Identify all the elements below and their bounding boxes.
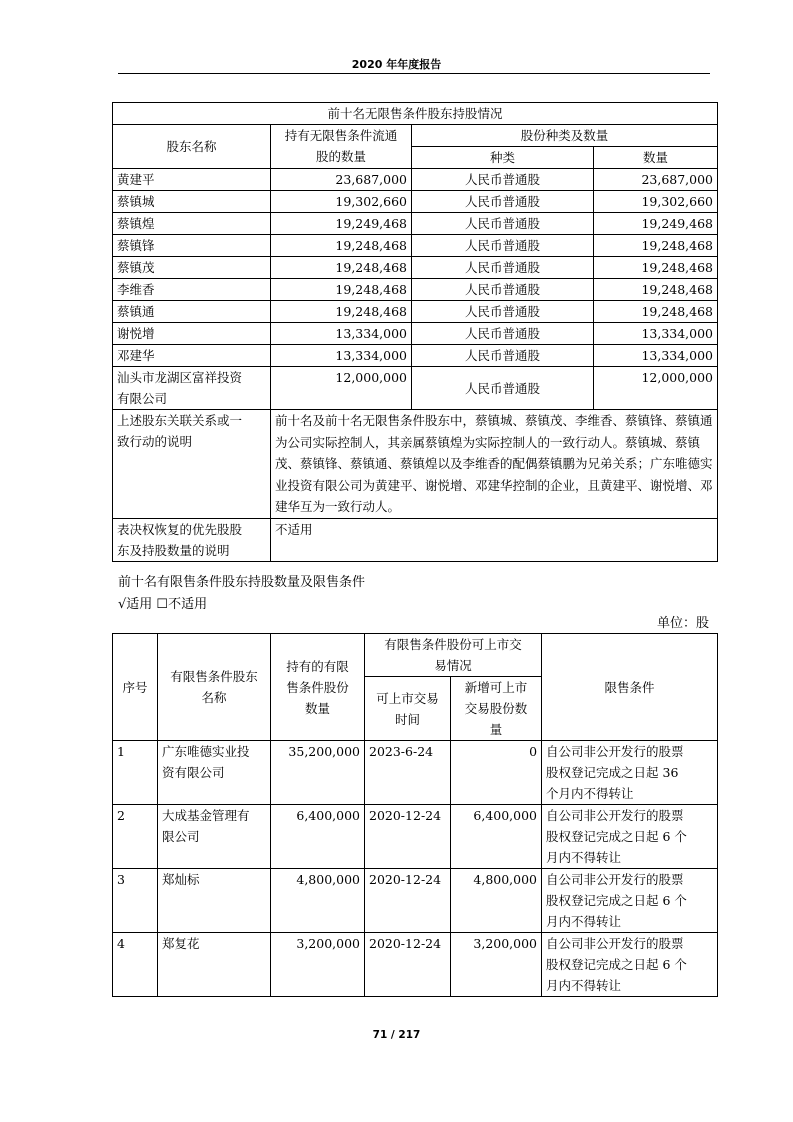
- table-row: [113, 191, 718, 213]
- holder-name: 蔡镇城: [113, 191, 271, 213]
- holder-qty: 23,687,000: [271, 169, 412, 191]
- unit-label: 单位：股: [656, 616, 709, 631]
- holder-name: 郑复花: [158, 933, 271, 997]
- holder-qty: 19,248,468: [271, 301, 412, 323]
- table-row: [113, 741, 718, 805]
- holder-name: 蔡镇锋: [113, 235, 271, 257]
- share-amount: 13,334,000: [594, 345, 718, 367]
- holder-name: 汕头市龙湖区富祥投资 有限公司: [113, 367, 271, 410]
- applicable-checkbox-text: √适用 ☐不适用: [118, 597, 208, 612]
- restricted-holders-table: [112, 633, 718, 997]
- share-type: 人民币普通股: [412, 213, 594, 235]
- holder-qty: 12,000,000: [271, 367, 412, 410]
- share-type: 人民币普通股: [412, 367, 594, 410]
- table-row: [113, 933, 718, 997]
- share-amount: 12,000,000: [594, 367, 718, 410]
- new-listable-qty: 6,400,000: [451, 805, 542, 869]
- share-amount: 19,248,468: [594, 301, 718, 323]
- restricted-qty: 35,200,000: [271, 741, 365, 805]
- row-no: 3: [113, 869, 158, 933]
- header-unrestricted-qty: 持有无限售条件流通 股的数量: [271, 125, 412, 169]
- header-restriction-condition: 限售条件: [542, 634, 718, 741]
- table-row: [113, 257, 718, 279]
- table-header-row: [113, 125, 718, 147]
- header-restricted-qty: 持有的有限 售条件股份 数量: [271, 634, 365, 741]
- restriction-condition: 自公司非公开发行的股票 股权登记完成之日起 6 个 月内不得转让: [542, 805, 718, 869]
- share-type: 人民币普通股: [412, 323, 594, 345]
- restricted-qty: 3,200,000: [271, 933, 365, 997]
- table-title-row: [113, 103, 718, 125]
- holder-name: 郑灿标: [158, 869, 271, 933]
- restricted-qty: 4,800,000: [271, 869, 365, 933]
- share-amount: 19,248,468: [594, 257, 718, 279]
- listing-date: 2020-12-24: [365, 933, 451, 997]
- holder-name: 大成基金管理有 限公司: [158, 805, 271, 869]
- holder-qty: 19,248,468: [271, 235, 412, 257]
- relation-row: [113, 410, 718, 519]
- share-type: 人民币普通股: [412, 301, 594, 323]
- page-number: 71 / 217: [372, 1029, 421, 1041]
- table-row: [113, 367, 718, 410]
- holder-qty: 13,334,000: [271, 345, 412, 367]
- holder-name: 蔡镇茂: [113, 257, 271, 279]
- header-new-listable: 新增可上市 交易股份数 量: [451, 677, 542, 741]
- preferred-text: 不适用: [271, 518, 718, 561]
- header-share-amount: 数量: [594, 147, 718, 169]
- header-listing-date: 可上市交易 时间: [365, 677, 451, 741]
- new-listable-qty: 3,200,000: [451, 933, 542, 997]
- restriction-condition: 自公司非公开发行的股票 股权登记完成之日起 36 个月内不得转让: [542, 741, 718, 805]
- share-type: 人民币普通股: [412, 345, 594, 367]
- table-row: [113, 301, 718, 323]
- listing-date: 2023-6-24: [365, 741, 451, 805]
- table-row: [113, 869, 718, 933]
- table-row: [113, 235, 718, 257]
- new-listable-qty: 0: [451, 741, 542, 805]
- holder-qty: 19,302,660: [271, 191, 412, 213]
- holder-qty: 13,334,000: [271, 323, 412, 345]
- header-share-type: 种类: [412, 147, 594, 169]
- row-no: 1: [113, 741, 158, 805]
- table1-title: 前十名无限售条件股东持股情况: [113, 103, 718, 125]
- share-amount: 19,302,660: [594, 191, 718, 213]
- restricted-section-heading: 前十名有限售条件股东持股数量及限售条件: [118, 575, 366, 590]
- row-no: 4: [113, 933, 158, 997]
- table-row: [113, 169, 718, 191]
- share-amount: 19,249,468: [594, 213, 718, 235]
- share-amount: 13,334,000: [594, 323, 718, 345]
- preferred-label: 表决权恢复的优先股股 东及持股数量的说明: [113, 518, 271, 561]
- table-row: [113, 805, 718, 869]
- holder-name: 李维香: [113, 279, 271, 301]
- share-type: 人民币普通股: [412, 235, 594, 257]
- holder-name: 蔡镇煌: [113, 213, 271, 235]
- share-type: 人民币普通股: [412, 169, 594, 191]
- holder-qty: 19,248,468: [271, 279, 412, 301]
- report-header-title: 2020 年年度报告: [351, 58, 442, 71]
- table-row: [113, 279, 718, 301]
- restriction-condition: 自公司非公开发行的股票 股权登记完成之日起 6 个 月内不得转让: [542, 869, 718, 933]
- listing-date: 2020-12-24: [365, 869, 451, 933]
- table-row: [113, 345, 718, 367]
- preferred-shares-row: [113, 518, 718, 561]
- header-holder-name: 有限售条件股东 名称: [158, 634, 271, 741]
- row-no: 2: [113, 805, 158, 869]
- restriction-condition: 自公司非公开发行的股票 股权登记完成之日起 6 个 月内不得转让: [542, 933, 718, 997]
- header-share-type-group: 股份种类及数量: [412, 125, 718, 147]
- new-listable-qty: 4,800,000: [451, 869, 542, 933]
- share-type: 人民币普通股: [412, 257, 594, 279]
- header-divider: [118, 73, 710, 74]
- table-row: [113, 323, 718, 345]
- holder-qty: 19,249,468: [271, 213, 412, 235]
- share-amount: 19,248,468: [594, 279, 718, 301]
- table-row: [113, 213, 718, 235]
- listing-date: 2020-12-24: [365, 805, 451, 869]
- holder-name: 蔡镇通: [113, 301, 271, 323]
- restricted-qty: 6,400,000: [271, 805, 365, 869]
- share-amount: 23,687,000: [594, 169, 718, 191]
- header-no: 序号: [113, 634, 158, 741]
- share-type: 人民币普通股: [412, 279, 594, 301]
- table-header-row: [113, 634, 718, 677]
- share-type: 人民币普通股: [412, 191, 594, 213]
- relation-text: 前十名及前十名无限售条件股东中，蔡镇城、蔡镇茂、李维香、蔡镇锋、蔡镇通为公司实际控制人，其亲属蔡镇煌为实际控制人的一致行动人。蔡镇城、蔡镇茂、蔡镇锋、蔡镇通、蔡镇煌以及李维香的配偶蔡镇鹏为兄弟关系；广东唯德实业投资有限公司为黄建平、谢悦增、邓建华控制的企业，且黄建平、谢悦增、邓建华互为一致行动人。: [271, 410, 718, 519]
- top-ten-unrestricted-holders-table: [112, 102, 718, 562]
- holder-name: 黄建平: [113, 169, 271, 191]
- holder-name: 谢悦增: [113, 323, 271, 345]
- holder-name: 广东唯德实业投 资有限公司: [158, 741, 271, 805]
- holder-name: 邓建华: [113, 345, 271, 367]
- header-holder-name: 股东名称: [113, 125, 271, 169]
- share-amount: 19,248,468: [594, 235, 718, 257]
- holder-qty: 19,248,468: [271, 257, 412, 279]
- relation-label: 上述股东关联关系或一 致行动的说明: [113, 410, 271, 519]
- header-listing-group: 有限售条件股份可上市交 易情况: [365, 634, 542, 677]
